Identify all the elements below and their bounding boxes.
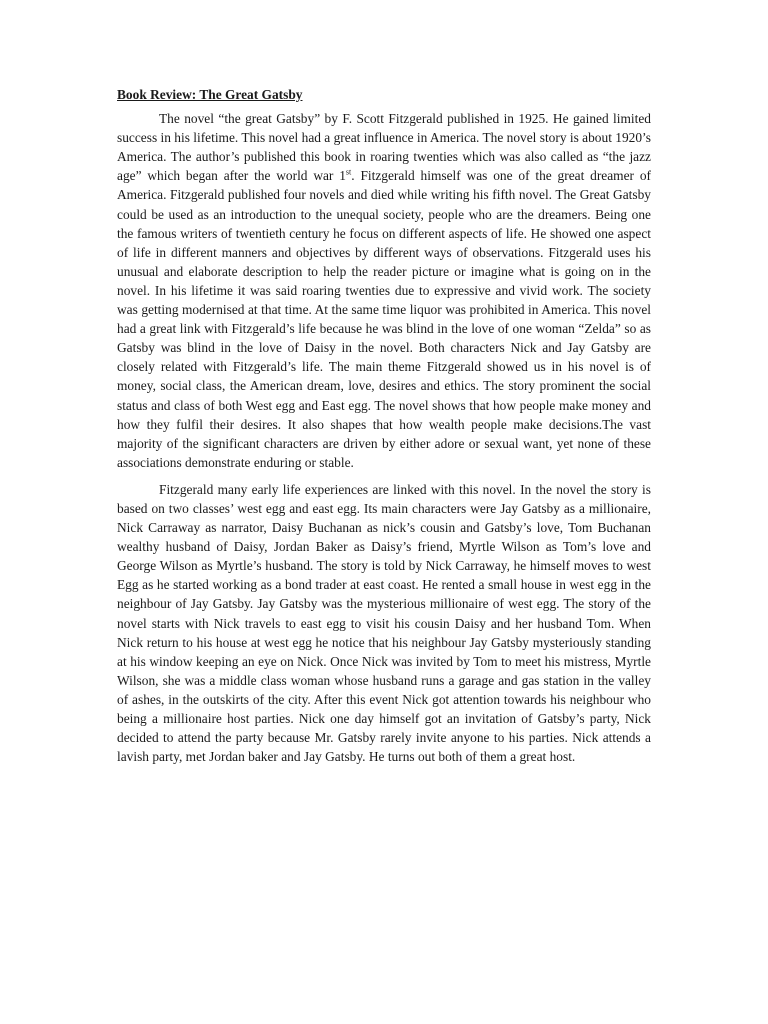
paragraph-1 [117,109,651,472]
document-title: Book Review: The Great Gatsby [117,87,303,102]
paragraph-1-text-a: The novel “the great Gatsby” by F. Scott Fitzgerald published in 1925. He gained limited success in his lifetime. This novel had a great influence in America. The novel story is about 1920’s America. The author’s published this book in roaring twenties which was also called as “the jazz age” which began after the world war 1 [117,111,651,184]
ordinal-superscript: st [345,167,352,177]
paragraph-1-text-b: . Fitzgerald himself was one of the great dreamer of America. Fitzgerald published four novels and died while writing his fifth novel. The Great Gatsby could be used as an introduction to the unequal society, people who are the dreamers. Being one the famous writers of twentieth century he focus on different aspects of life. He showed one aspect of life in different manners and objectives by different ways of observations. Fitzgerald uses his unusual and elaborate description to help the reader picture or imagine what is going on in the novel. In his lifetime it was said roaring twenties due to expressive and vivid work. The society was getting modernised at that time. At the same time liquor was prohibited in America. This novel had a great link with Fitzgerald’s life because he was blind in the love of one woman “Zelda” so as Gatsby was blind in the love of Daisy in the novel. Both characters Nick and Jay Gatsby are closely related with Fitzgerald’s life. The main theme Fitzgerald showed us in his novel is of money, social class, the American dream, love, desires and ethics. The story prominent the social status and class of both West egg and East egg. The novel shows that how people make money and how they fulfil their desires. It also shapes that how wealth people make decisions.The vast majority of the significant characters are driven by either adore or sexual want, yet none of these associations demonstrate enduring or stable. [117,168,651,470]
document-page [117,85,651,774]
paragraph-2: Fitzgerald many early life experiences are linked with this novel. In the novel the story is based on two classes’ west egg and east egg. Its main characters were Jay Gatsby as a millionaire, Nick Carraway as narrator, Daisy Buchanan as nick’s cousin and Gatsby’s love, Tom Buchanan wealthy husband of Daisy, Jordan Baker as Daisy’s friend, Myrtle Wilson as Tom’s love and George Wilson as Myrtle’s husband. The story is told by Nick Carraway, he himself moves to west Egg as he started working as a bond trader at east coast. He rented a small house in west egg in the neighbour of Jay Gatsby. Jay Gatsby was the mysterious millionaire of west egg. The story of the novel starts with Nick travels to east egg to visit his cousin Daisy and her husband Tom. When Nick return to his house at west egg he notice that his neighbour Jay Gatsby mysteriously standing at his window keeping an eye on Nick. Once Nick was invited by Tom to meet his mistress, Myrtle Wilson, she was a middle class woman whose husband runs a garage and gas station in the valley of ashes, in the outskirts of the city. After this event Nick got attention towards his neighbour who being a millionaire host parties. Nick one day himself got an invitation of Gatsby’s party, Nick decided to attend the party because Mr. Gatsby rarely invite anyone to his parties. Nick attends a lavish party, met Jordan baker and Jay Gatsby. He turns out both of them a great host. [117,481,651,765]
